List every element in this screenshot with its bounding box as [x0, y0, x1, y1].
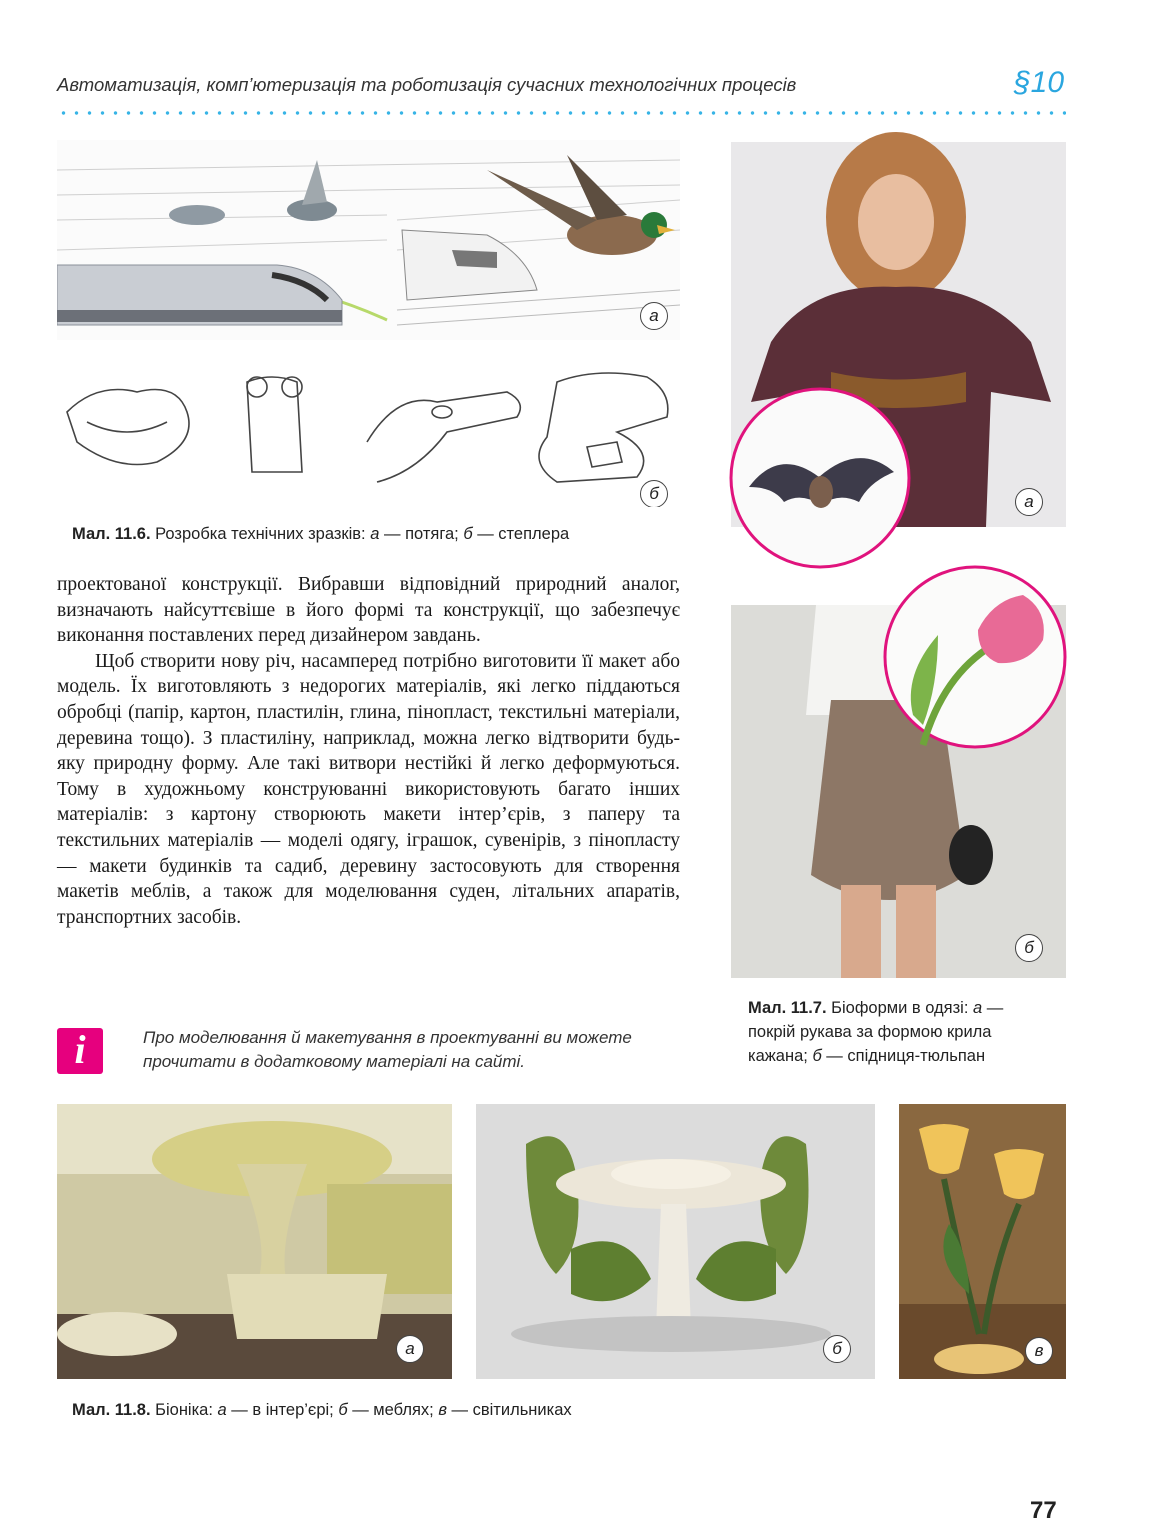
info-note: Про моделювання й макетування в проектуванні ви можете прочитати в додатковому матеріалі на сайті. [143, 1028, 632, 1071]
caption-text-a: — потяга; [379, 525, 464, 543]
caption-text-c: — світильниках [446, 1401, 572, 1419]
body-text [57, 572, 680, 930]
figure-11-6-a-train-sketch [57, 140, 680, 340]
train-ducks-illustration [57, 140, 680, 340]
figure-11-8-b-furniture-photo [476, 1104, 875, 1379]
bat-inset-circle [729, 387, 911, 569]
label-c: в [1025, 1337, 1053, 1365]
section-number: §10 [1014, 66, 1065, 99]
caption-number: Мал. 11.6. [72, 525, 151, 543]
header-divider [57, 111, 1066, 115]
bionic-interior-photo [57, 1104, 452, 1379]
caption-text: Біоніка: [150, 1401, 218, 1419]
label-b: б [823, 1335, 851, 1363]
caption-text-a: — покрій рукава за формою крила кажана; [748, 999, 1004, 1065]
caption-text: Біоформи в одязі: [826, 999, 974, 1017]
figure-11-7-caption [748, 996, 1048, 1068]
figure-11-8-caption [72, 1398, 772, 1422]
caption-text-b: — степлера [472, 525, 570, 543]
caption-number: Мал. 11.7. [748, 999, 827, 1017]
caption-text-b: — меблях; [347, 1401, 439, 1419]
caption-number: Мал. 11.8. [72, 1401, 151, 1419]
figure-11-6-b-stapler-sketch [57, 362, 680, 507]
figure-11-7-a-bat-sleeve-photo [731, 142, 1066, 527]
label-b: б [1015, 934, 1043, 962]
figure-11-8-a-interior-photo [57, 1104, 452, 1379]
label-a: а [1015, 488, 1043, 516]
caption-text-a: — в інтер’єрі; [226, 1401, 339, 1419]
figure-11-7-b-tulip-skirt-photo [731, 605, 1066, 978]
bionic-furniture-photo [476, 1104, 875, 1379]
label-b: б [640, 480, 668, 507]
caption-letter-a: а [217, 1401, 227, 1419]
label-a: а [640, 302, 668, 330]
caption-text: Розробка технічних зразків: [150, 525, 371, 543]
page-number: 77 [1030, 1497, 1057, 1524]
info-icon: i [57, 1028, 103, 1074]
tulip-inset-circle [883, 565, 1068, 750]
running-header: Автоматизація, комп’ютеризація та роботизація сучасних технологічних процесів [57, 74, 797, 95]
figure-11-6-caption [72, 522, 692, 546]
caption-letter-c: в [438, 1401, 447, 1419]
paragraph-2: Щоб створити нову річ, насамперед потрібно виготовити її макет або модель. Їх виготовляють з недорогих матеріалів, які легко піддаються обробці (папір, картон, пластилін, глина, пінопласт, текстильні матеріали, деревина тощо). З пластиліну, наприклад, можна легко відтворити будь-яку природну форму. Але такі витвори нестійкі й легко деформуються. Тому в художньому конструюванні використовують багато інших матеріалів: з картону створюють макети інтер’єрів, з паперу та текстильних матеріалів — моделі одягу, іграшок, сувенірів, з пінопласту — макети будинків та садиб, деревину застосовують для створення макетів меблів, а також для моделювання суден, літальних апаратів, транспортних засобів. [57, 650, 680, 928]
label-a: а [396, 1335, 424, 1363]
paragraph-1: проектованої конструкції. Вибравши відповідний природний аналог, визначають найсуттєвіше в його формі та конструкції, що забезпечує виконання поставлених перед дизайнером завдань. [57, 574, 680, 647]
stapler-sketches-illustration [57, 362, 680, 507]
caption-letter-b: б [463, 525, 473, 543]
caption-letter-b: б [812, 1047, 822, 1065]
caption-letter-a: а [370, 525, 380, 543]
figure-11-8-c-lamp-photo [899, 1104, 1066, 1379]
caption-letter-b: б [338, 1401, 348, 1419]
caption-text-b: — спідниця-тюльпан [821, 1047, 986, 1065]
caption-letter-a: а [973, 999, 983, 1017]
